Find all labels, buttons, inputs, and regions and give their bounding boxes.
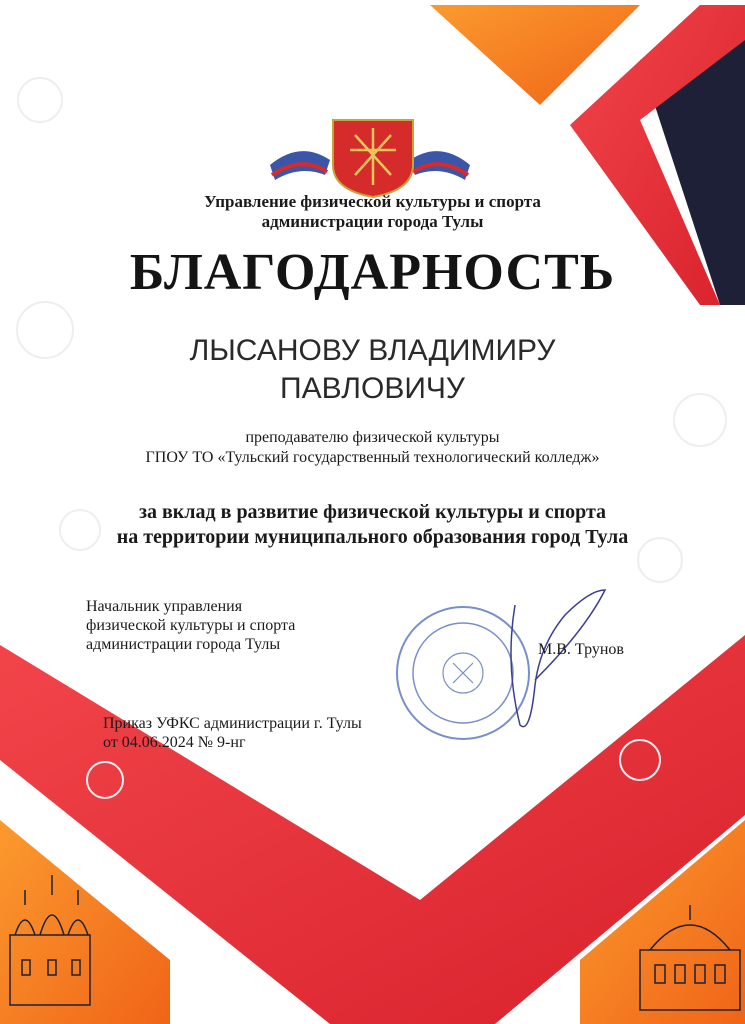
recipient-position: преподавателю физической культуры ГПОУ ТО «Тульский государственный технологический колледж» [145,429,600,466]
coat-of-arms [270,120,470,197]
official-stamp [397,607,529,739]
recipient-name: ЛЫСАНОВУ ВЛАДИМИРУ ПАВЛОВИЧУ [189,334,556,405]
organization-name: Управление физической культуры и спорта администрации города Тулы [204,192,541,231]
document-title: БЛАГОДАРНОСТЬ [129,244,616,301]
signer-title: Начальник управления физической культуры и спорта администрации города Тулы [86,598,296,653]
order-reference: Приказ УФКС администрации г. Тулы от 04.06.2024 № 9-нг [103,715,362,751]
signer-name: М.В. Трунов [538,641,624,658]
award-reason: за вклад в развитие физической культуры и спорта на территории муниципального образования город Тула [116,501,629,548]
